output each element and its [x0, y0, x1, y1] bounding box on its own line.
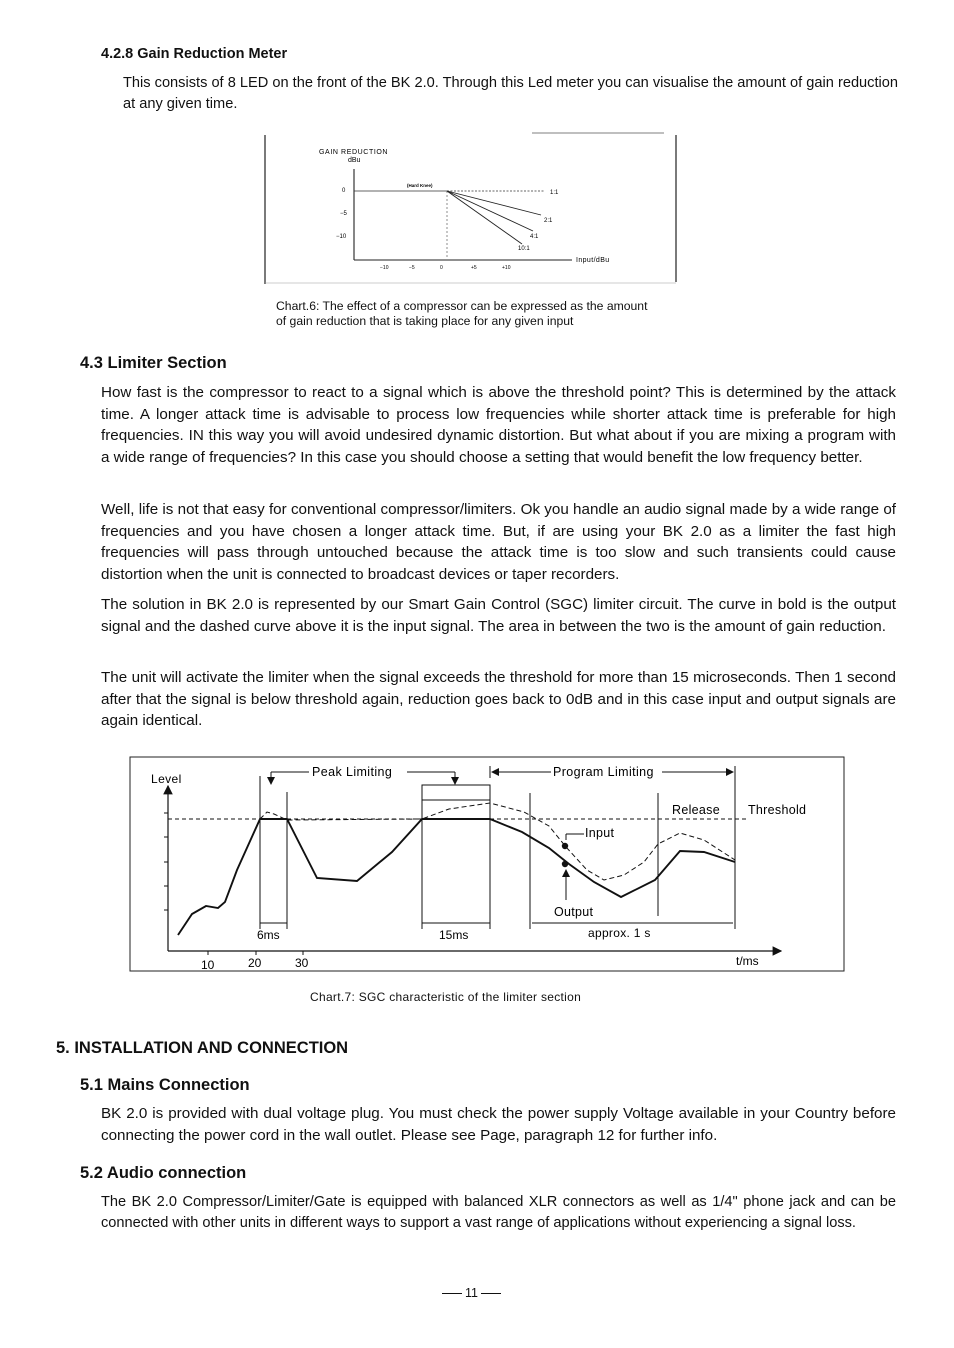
chart6-caption [276, 299, 647, 329]
chart7-6ms-label: 6ms [257, 928, 280, 942]
section-4-3-paragraph: The unit will activate the limiter when the signal exceeds the threshold for more than 15 microseconds. Then 1 second after that the signal is below threshold again, reduction goes back to 0dB and in this case input and output signals are again identical. [101, 669, 896, 729]
chart7-15ms-label: 15ms [439, 928, 469, 942]
chart7-peak-label: Peak Limiting [312, 765, 393, 779]
chart6-ratio-4-1-line [447, 191, 533, 231]
chart6-x-tick: −10 [380, 265, 389, 271]
chart7-y-ticks [164, 813, 168, 910]
chart6-unit: dBu [348, 157, 361, 164]
chart6-y-tick: −5 [340, 211, 347, 217]
chart6-y-tick: 0 [342, 188, 346, 194]
chart7-release-label: Release [672, 803, 720, 817]
chart6-caption-line: of gain reduction that is taking place for any given input [276, 314, 574, 328]
chart7-output-curve [178, 819, 735, 935]
chart6-ratio-2-1-line [447, 191, 541, 215]
section-5-1-title: 5.1 Mains Connection [80, 1076, 250, 1094]
chart6-ratio-label: 1:1 [550, 190, 559, 196]
section-4-2-8-title: 4.2.8 Gain Reduction Meter [101, 46, 288, 62]
chart7-input-marker [562, 843, 568, 849]
chart6-x-tick: +10 [502, 265, 511, 271]
section-4-3-paragraph: The solution in BK 2.0 is represented by our Smart Gain Control (SGC) limiter circuit. The curve in bold is the output signal and the dashed curve above it is the input signal. The area in between the two is the amount of gain reduction. [101, 596, 896, 635]
section-5-title: 5. INSTALLATION AND CONNECTION [56, 1039, 349, 1057]
page-footer [442, 1286, 512, 1300]
chart6-figure [262, 130, 682, 286]
chart7-output-label: Output [554, 905, 594, 919]
chart7-threshold-label: Threshold [748, 803, 807, 817]
chart6-x-tick: 0 [440, 265, 443, 271]
chart7-x-tick-label: 30 [295, 956, 309, 970]
chart6-x-tick: −5 [409, 265, 415, 271]
footer-rule [481, 1293, 501, 1294]
footer-rule [442, 1293, 462, 1294]
chart7-x-tick-label: 20 [248, 956, 262, 970]
chart6-ratio-10-1-line [447, 191, 522, 244]
chart6-ratio-label: 2:1 [544, 218, 553, 224]
chart6-ratio-label: 10:1 [518, 246, 530, 252]
chart7-level-label: Level [151, 772, 182, 786]
section-5-2-title: 5.2 Audio connection [80, 1164, 247, 1182]
chart7-input-label: Input [585, 826, 615, 840]
chart7-frame [130, 757, 844, 971]
chart7-x-tick-label: 10 [201, 958, 215, 972]
chart7-figure [129, 756, 846, 973]
chart6-x-label: Input/dBu [576, 257, 610, 264]
chart6-x-tick: +5 [471, 265, 477, 271]
chart7-15ms-box [422, 785, 490, 800]
section-4-3-title: 4.3 Limiter Section [80, 354, 227, 372]
section-4-3-paragraph: Well, life is not that easy for conventional compressor/limiters. Ok you handle an audio signal made by a wide range of frequencies and you have chosen a longer attack time. But, if are using your BK 2.0 as a limiter the fast high frequencies will pass through untouched because the attack time is too slow and such transients could cause distortion when the unit is connected to broadcast devices or taper recorders. [101, 501, 896, 583]
section-5-1-body: BK 2.0 is provided with dual voltage plug. You must check the power supply Voltage available in your Country before connecting the power cord in the wall outlet. Please see Page, paragraph 12 for further info. [101, 1105, 896, 1144]
chart6-title: GAIN REDUCTION [319, 149, 389, 156]
page-number: 11 [465, 1286, 478, 1300]
chart6-y-tick: −10 [336, 234, 347, 240]
chart6-caption-line: Chart.6: The effect of a compressor can be expressed as the amount [276, 299, 648, 313]
chart7-x-unit: t/ms [736, 954, 759, 968]
chart7-output-marker [562, 861, 568, 867]
chart7-approx-label: approx. 1 s [588, 926, 651, 940]
chart7-program-label: Program Limiting [553, 765, 654, 779]
chart6-ratio-label: 4:1 [530, 234, 539, 240]
chart7-caption: Chart.7: SGC characteristic of the limiter section [310, 990, 582, 1004]
section-4-3-paragraph: How fast is the compressor to react to a signal which is above the threshold point? This is determined by the attack time. A longer attack time is advisable to process low frequencies while shorter attack time is preferable for high frequencies. IN this way you will avoid undesired dynamic distortion. But what about if you are mixing a program with a wide range of frequencies? In this case you should choose a setting that would benefit the low frequency better. [101, 384, 896, 466]
section-4-2-8-body: This consists of 8 LED on the front of the BK 2.0. Through this Led meter you can visualise the amount of gain reduction at any given time. [123, 75, 898, 112]
chart6-hard-knee-label: (Hard Knee) [407, 183, 433, 188]
section-5-2-body: The BK 2.0 Compressor/Limiter/Gate is equipped with balanced XLR connectors as well as 1/4" phone jack and can be connected with other units in different ways to support a vast range of applications without experiencing a signal loss. [101, 1194, 896, 1231]
